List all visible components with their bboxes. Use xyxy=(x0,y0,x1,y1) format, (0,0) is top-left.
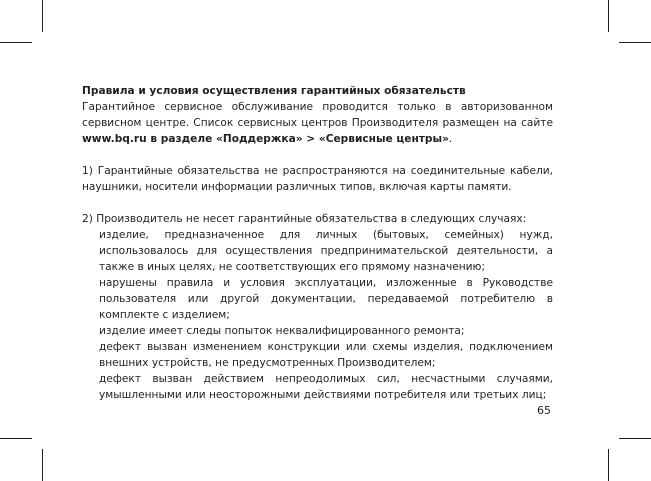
spacer xyxy=(82,147,553,163)
list-item: дефект вызван изменением конструкции или схемы изделия, подключением внешних устройств, не предусмотренных Производителем; xyxy=(99,341,553,369)
list-item: дефект вызван действием непреодолимых сил, несчастными случаями, умышленными или неосторожными действиями потребителя или третьих лиц; xyxy=(99,373,553,401)
list-item: изделие, предназначенное для личных (бытовых, семейных) нужд, использовалось для осуществления предпринимательской деятельности, а также в иных целях, не соответствующих его прямому назначению; xyxy=(99,229,553,273)
intro-end: . xyxy=(448,133,453,145)
list-item: изделие имеет следы попыток неквалифицированного ремонта; xyxy=(99,325,465,337)
crop-mark-right-bottom xyxy=(619,438,651,439)
point-1: 1) Гарантийные обязательства не распространяются на соединительные кабели, наушники, носители информации различных типов, включая карты памяти. xyxy=(82,165,553,193)
service-centers-link[interactable]: www.bq.ru в разделе «Поддержка» > «Сервисные центры» xyxy=(82,133,449,145)
point-2-list xyxy=(82,227,553,403)
crop-mark-bottom-left xyxy=(42,449,43,481)
crop-mark-left-top xyxy=(0,42,32,43)
intro-paragraph xyxy=(82,99,553,147)
crop-mark-bottom-right xyxy=(608,449,609,481)
intro-text: Гарантийное сервисное обслуживание проводится только в авторизованном сервисном центре. Список сервисных центров Производителя размещен на сайте xyxy=(82,101,553,129)
point-2-heading: 2) Производитель не несет гарантийные обязательства в следующих случаях: xyxy=(82,213,527,225)
crop-mark-top-right xyxy=(608,0,609,32)
document-body xyxy=(82,84,553,403)
crop-mark-right-top xyxy=(619,42,651,43)
crop-mark-left-bottom xyxy=(0,438,32,439)
crop-mark-top-left xyxy=(42,0,43,32)
page-number: 65 xyxy=(537,404,551,417)
document-heading: Правила и условия осуществления гарантийных обязательств xyxy=(82,85,466,97)
list-item: нарушены правила и условия эксплуатации, изложенные в Руководстве пользователя или другой документации, передаваемой потребителю в комплекте с изделием; xyxy=(99,277,553,321)
spacer xyxy=(82,195,553,211)
